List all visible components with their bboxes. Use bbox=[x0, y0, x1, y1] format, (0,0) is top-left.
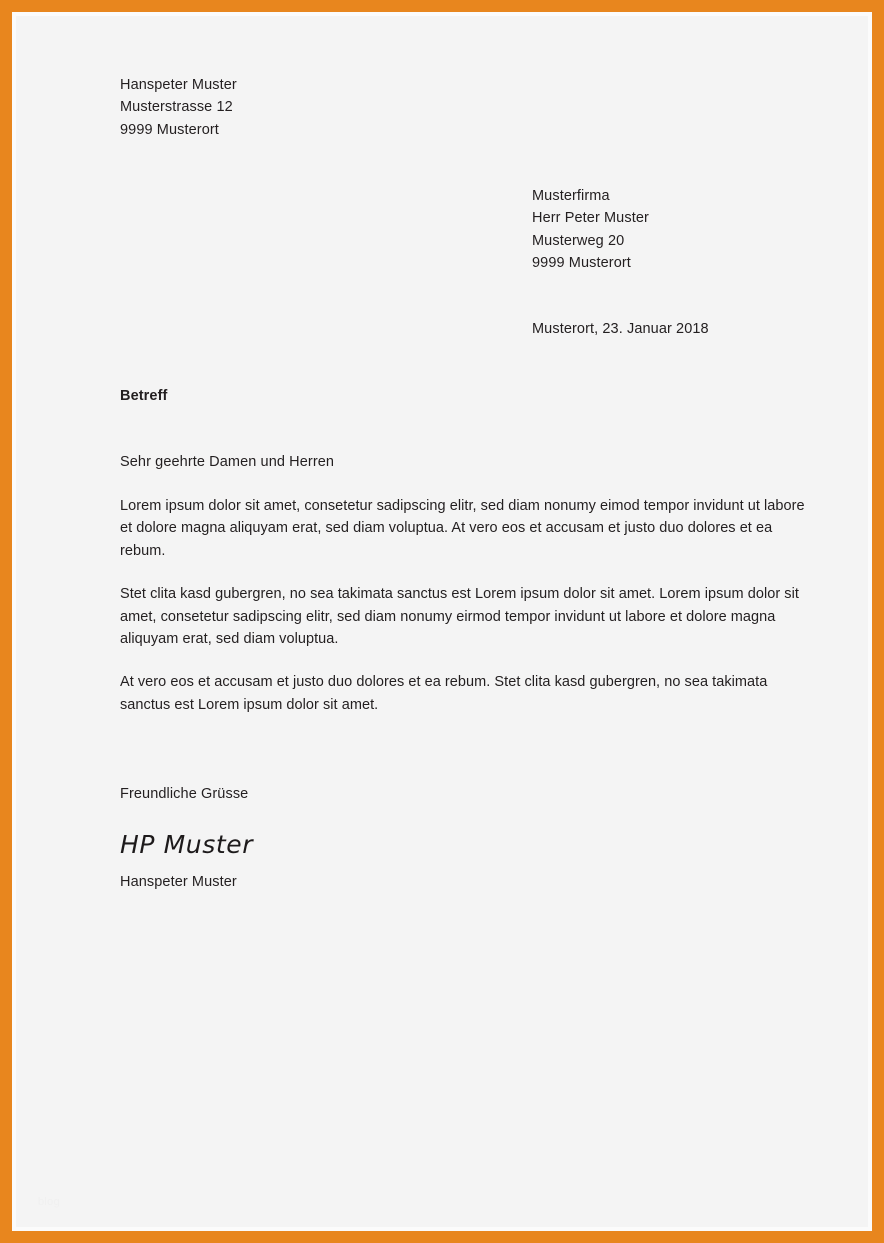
recipient-address-block bbox=[532, 185, 649, 275]
recipient-street: Musterweg 20 bbox=[532, 232, 625, 249]
subject-block bbox=[120, 385, 167, 407]
closing-block bbox=[120, 783, 248, 805]
recipient-company: Musterfirma bbox=[532, 188, 610, 204]
signer-name: Hanspeter Muster bbox=[120, 874, 237, 890]
body-paragraph: Stet clita kasd gubergren, no sea takimata sanctus est Lorem ipsum dolor sit amet. Lorem ipsum dolor sit amet, consetetur sadipscing elitr, sed diam nonumy eirmod tempor invidunt ut labore et dolore magna aliquyam erat, sed diam voluptua. bbox=[120, 586, 799, 648]
date-line-block bbox=[532, 318, 709, 340]
letter-page bbox=[12, 12, 872, 1231]
body-paragraph: Lorem ipsum dolor sit amet, consetetur sadipscing elitr, sed diam nonumy eimod tempor invidunt ut labore et dolore magna aliquyam erat, sed diam voluptua. At vero eos et accusam et justo duo dolores et ea rebum. bbox=[120, 498, 805, 559]
page-watermark: blog bbox=[38, 1196, 60, 1208]
salutation-line: Sehr geehrte Damen und Herren bbox=[120, 454, 335, 470]
salutation-block bbox=[120, 451, 334, 473]
signature-block bbox=[120, 829, 253, 861]
signer-name-block bbox=[120, 871, 237, 893]
sender-address-block bbox=[120, 74, 237, 141]
letter-content bbox=[16, 16, 868, 1227]
closing-line: Freundliche Grüsse bbox=[120, 786, 249, 802]
letter-body bbox=[120, 495, 820, 716]
sender-name: Hanspeter Muster bbox=[120, 77, 237, 93]
sender-street: Musterstrasse 12 bbox=[120, 99, 233, 116]
subject-line: Betreff bbox=[120, 388, 168, 404]
place-and-date: Musterort, 23. Januar 2018 bbox=[532, 321, 709, 337]
sender-city: 9999 Musterort bbox=[120, 121, 219, 138]
recipient-city: 9999 Musterort bbox=[532, 255, 631, 272]
recipient-person: Herr Peter Muster bbox=[532, 210, 649, 227]
body-paragraph: At vero eos et accusam et justo duo dolores et ea rebum. Stet clita kasd gubergren, no sea takimata sanctus est Lorem ipsum dolor sit amet. bbox=[120, 674, 768, 713]
handwritten-signature: HP Muster bbox=[120, 830, 254, 859]
